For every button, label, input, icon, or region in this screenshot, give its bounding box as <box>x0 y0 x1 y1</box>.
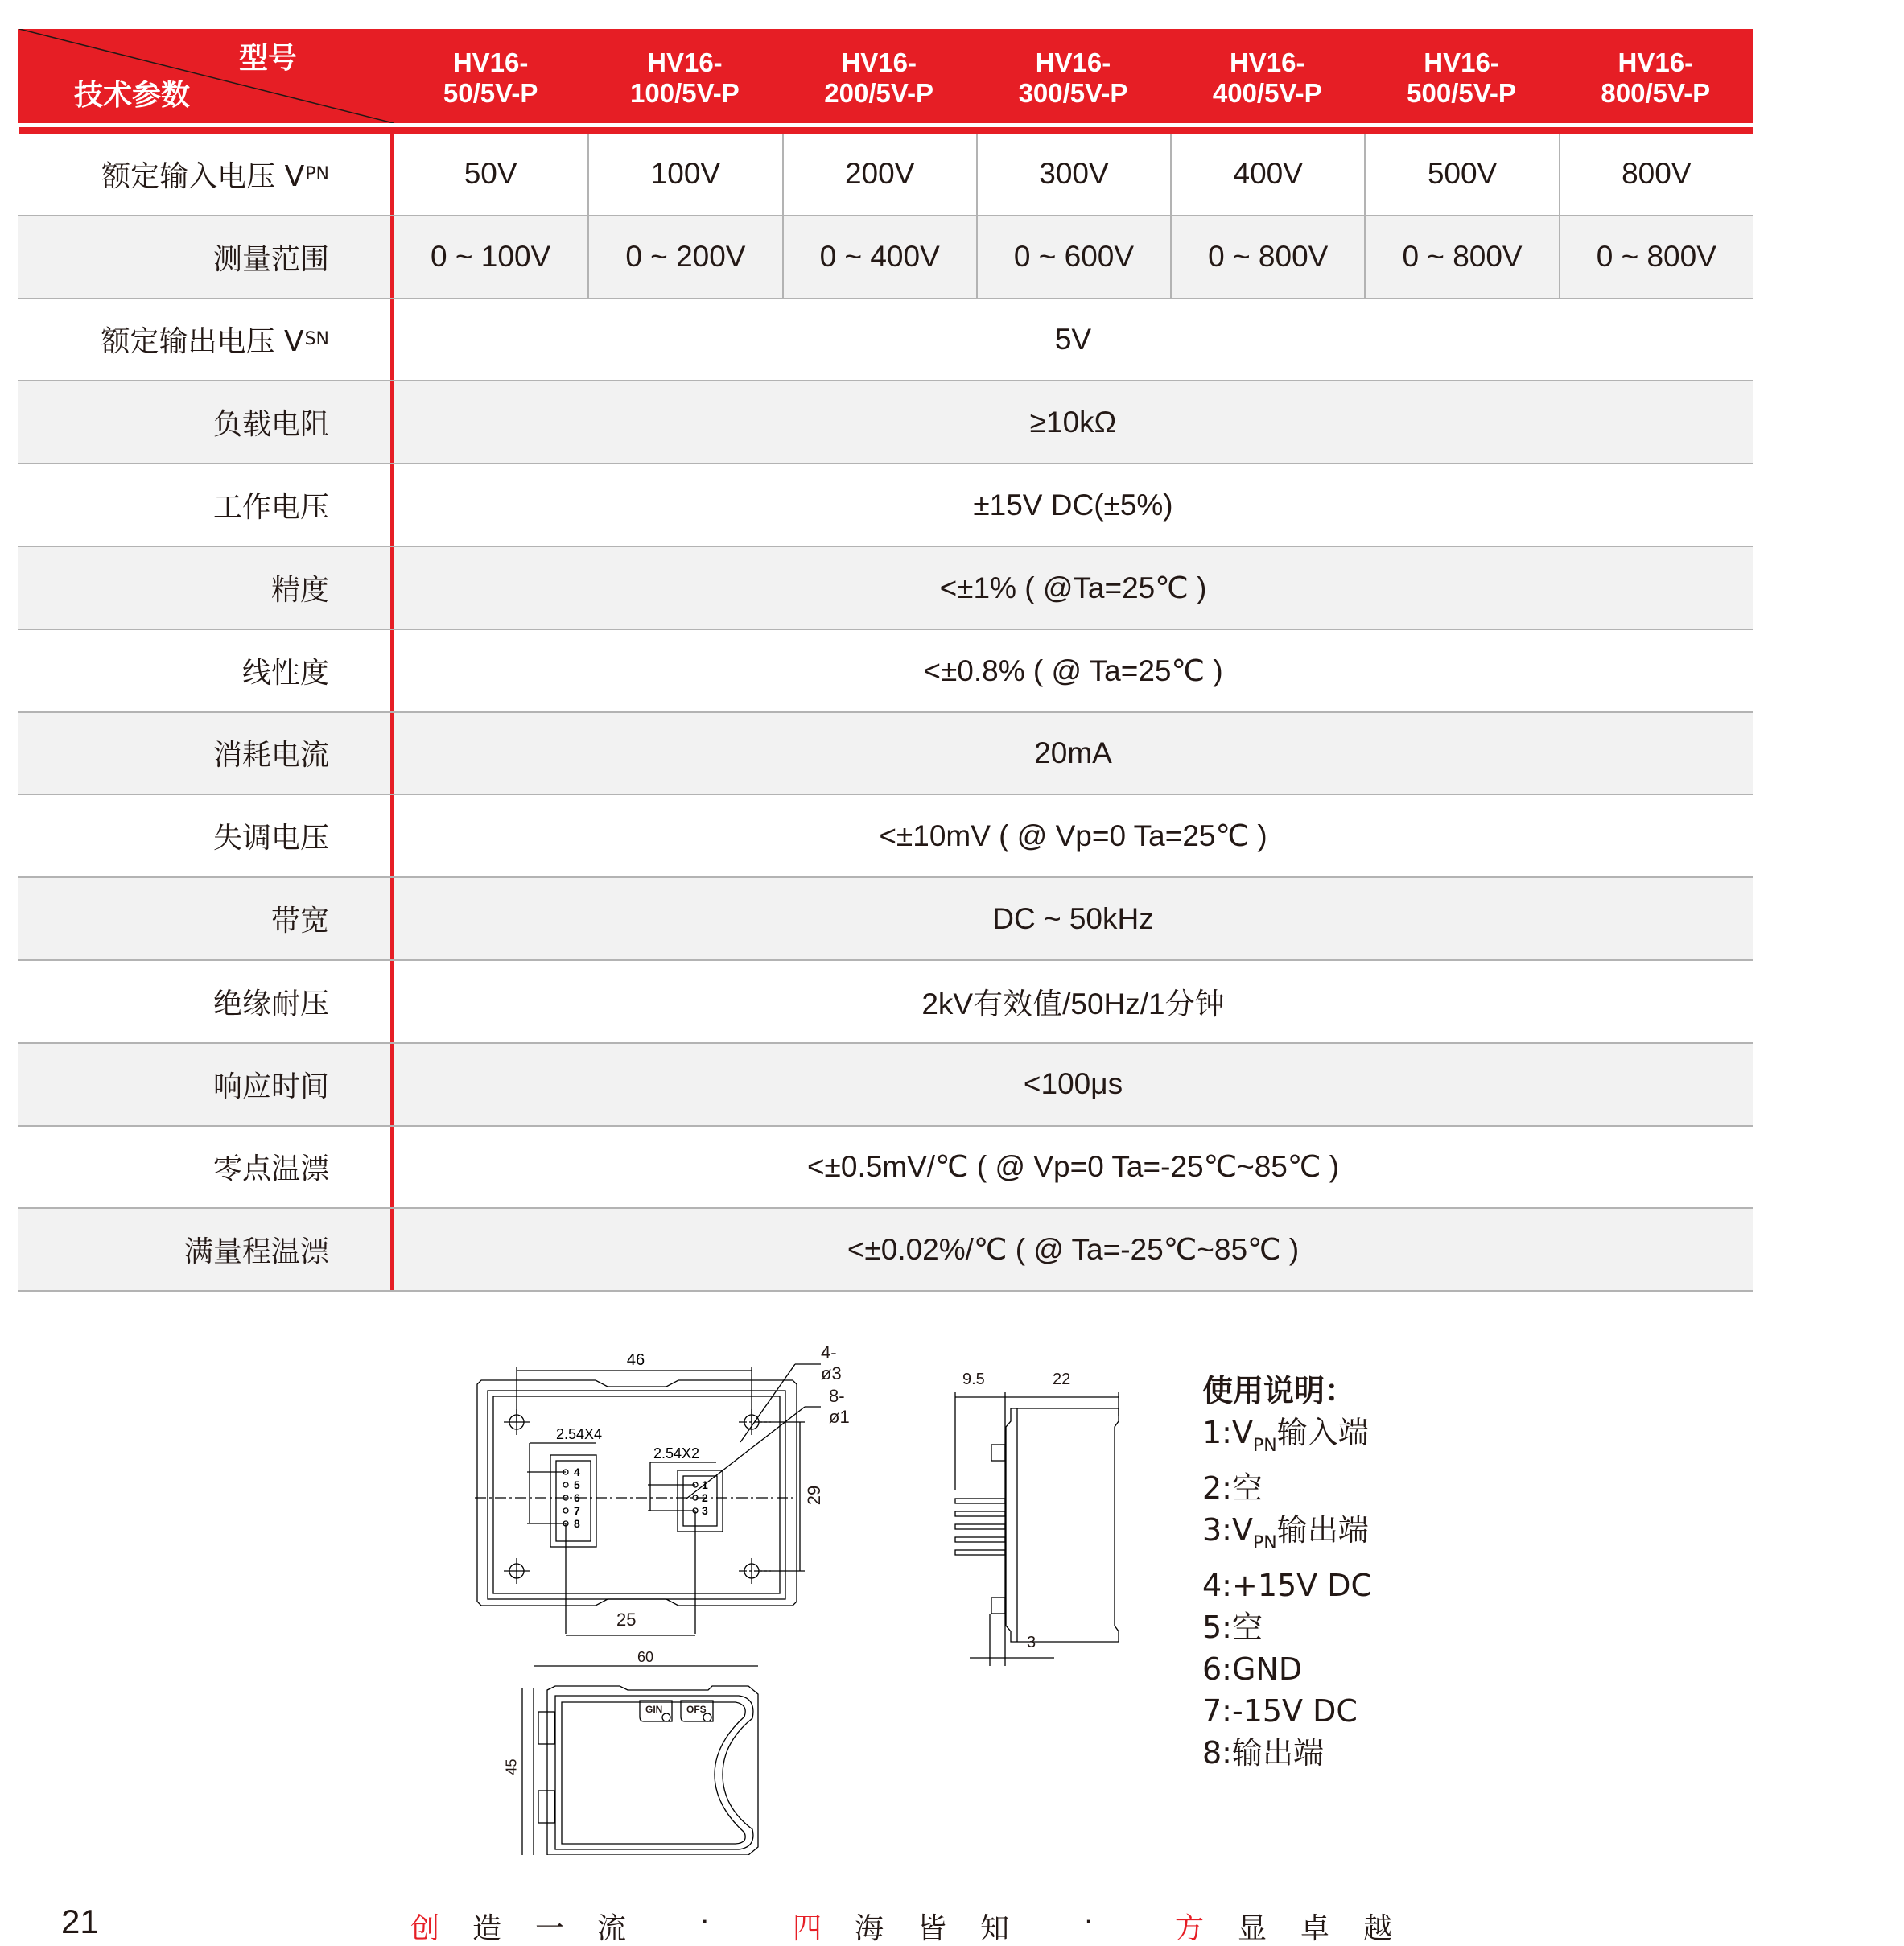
table-row <box>18 216 1753 299</box>
table-row <box>18 381 1753 464</box>
table-row <box>18 961 1753 1044</box>
model-column-header <box>1559 29 1753 123</box>
model-name-line2: 500/5V-P <box>1407 77 1516 108</box>
row-label: 测量范围 <box>18 216 394 298</box>
table-cell-spanned: DC ~ 50kHz <box>992 901 1154 935</box>
row-label: 带宽 <box>18 878 394 959</box>
pin-note-label: 8-ø1 <box>829 1386 850 1427</box>
table-cell: 400V <box>1170 134 1364 215</box>
row-label: 失调电压 <box>18 795 394 876</box>
dim-label-standoff: 3 <box>1027 1634 1036 1651</box>
table-cell-spanned: 2kV有效值/50Hz/1分钟 <box>921 987 1225 1021</box>
spec-table <box>18 29 1753 1292</box>
usage-item <box>1202 1509 1372 1565</box>
table-cell: 0 ~ 100V <box>431 240 551 274</box>
table-cell-spanned: <±0.02%/℃ ( @ Ta=-25℃~85℃ ) <box>847 1233 1300 1267</box>
row-label: 工作电压 <box>18 464 394 546</box>
pin-number: 5 <box>574 1478 580 1491</box>
table-row <box>18 713 1753 796</box>
dim-label-right-pitch: 2.54X2 <box>653 1445 700 1462</box>
usage-item-subscript: PN <box>1252 1436 1277 1456</box>
table-cell: 0 ~ 400V <box>782 216 976 298</box>
side-view-drawing <box>950 1368 1135 1677</box>
row-label <box>18 299 394 381</box>
dim-label-width: 46 <box>626 1351 645 1369</box>
model-name-line1: HV16- <box>1424 47 1499 77</box>
usage-item: 4:+15V DC <box>1202 1568 1373 1603</box>
model-column-header <box>1170 29 1364 123</box>
slogan-char: 卓 <box>1300 1912 1330 1945</box>
table-cell-spanned: ≥10kΩ <box>1029 405 1117 439</box>
pin-number: 2 <box>702 1491 708 1504</box>
gain-pot-label: GIN <box>645 1704 663 1715</box>
table-cell-spanned: <±10mV ( @ Vp=0 Ta=25℃ ) <box>879 819 1267 853</box>
table-cell: 100V <box>587 134 781 215</box>
model-name-line1: HV16- <box>647 47 723 77</box>
row-label-text: 额定输出电压 V <box>101 325 304 359</box>
hole-note-label: 4-ø3 <box>821 1342 842 1383</box>
model-name-line1: HV16- <box>1035 47 1111 77</box>
slogan-char: 方 <box>1175 1912 1205 1945</box>
row-label: 零点温漂 <box>18 1127 394 1208</box>
table-header <box>18 29 1753 123</box>
slogan-dot: · <box>1084 1906 1094 1939</box>
slogan-char: 造 <box>472 1912 502 1945</box>
usage-item-text: 输入端 <box>1276 1415 1369 1450</box>
table-cell: 0 ~ 800V <box>1170 216 1364 298</box>
table-cell: 0 ~ 200V <box>587 216 781 298</box>
model-column-header <box>976 29 1170 123</box>
usage-item: 5:空 <box>1202 1610 1263 1645</box>
usage-item <box>1202 1412 1372 1467</box>
dim-label-pin-spacing: 25 <box>616 1610 637 1630</box>
table-cell-spanned: 5V <box>1054 322 1092 356</box>
table-cell-spanned: <100μs <box>1023 1067 1123 1101</box>
row-label: 负载电阻 <box>18 381 394 463</box>
dim-label-bottom-height: 45 <box>503 1758 520 1775</box>
table-cell: 300V <box>976 134 1170 215</box>
row-label: 绝缘耐压 <box>18 961 394 1042</box>
model-name-line1: HV16- <box>452 47 529 77</box>
offset-pot-label: OFS <box>686 1704 707 1715</box>
model-column-header <box>782 29 976 123</box>
usage-item-text: 3:V <box>1202 1512 1253 1548</box>
dim-label-left-pitch: 2.54X4 <box>556 1426 603 1442</box>
pin-spacing-dimension <box>563 1610 700 1645</box>
model-column-header <box>1364 29 1558 123</box>
table-row <box>18 547 1753 630</box>
dim-label-depth: 22 <box>1053 1371 1071 1388</box>
model-name-line1: HV16- <box>1618 47 1694 77</box>
row-label: 满量程温漂 <box>18 1209 394 1290</box>
slogan-char: 四 <box>793 1912 822 1945</box>
table-row <box>18 1209 1753 1292</box>
slogan-dot: · <box>700 1906 710 1939</box>
table-cell-spanned: <±1% ( @Ta=25℃ ) <box>939 571 1207 604</box>
dim-label-bottom-width: 60 <box>637 1649 654 1665</box>
model-name-line1: HV16- <box>841 47 917 77</box>
table-cell: 500V <box>1364 134 1558 215</box>
table-row <box>18 464 1753 547</box>
table-cell: 0 ~ 800V <box>1559 216 1753 298</box>
usage-title: 使用说明： <box>1202 1373 1356 1408</box>
usage-notes <box>1202 1370 1372 1774</box>
pin-number: 6 <box>574 1491 580 1504</box>
table-cell-spanned: 20mA <box>1034 736 1112 769</box>
pin-number: 1 <box>702 1478 708 1491</box>
header-red-rule <box>19 127 1753 134</box>
table-row <box>18 795 1753 878</box>
usage-item: 8:输出端 <box>1202 1735 1324 1771</box>
model-name-line2: 800/5V-P <box>1601 77 1711 108</box>
slogan-char: 一 <box>535 1912 565 1945</box>
model-name-line2: 50/5V-P <box>443 77 538 108</box>
mounting-hole-icon <box>504 1409 771 1584</box>
slogan-char: 知 <box>980 1912 1010 1945</box>
table-row <box>18 878 1753 961</box>
usage-item-subscript: PN <box>1252 1533 1277 1553</box>
table-cell: 800V <box>1559 134 1753 215</box>
usage-item-text: 输出端 <box>1276 1512 1369 1548</box>
table-cell-spanned: <±0.8% ( @ Ta=25℃ ) <box>923 653 1223 687</box>
row-label: 精度 <box>18 547 394 629</box>
param-header-label: 技术参数 <box>74 79 191 112</box>
dim-label-height: 29 <box>804 1485 825 1506</box>
row-label <box>18 134 394 215</box>
model-header-label: 型号 <box>239 42 298 75</box>
row-label-subscript: PN <box>305 163 329 184</box>
row-label: 消耗电流 <box>18 713 394 794</box>
table-row <box>18 134 1753 216</box>
top-view-drawing <box>475 1336 850 1637</box>
table-cell: 200V <box>782 134 976 215</box>
row-label: 响应时间 <box>18 1044 394 1125</box>
model-name-line2: 100/5V-P <box>630 77 740 108</box>
row-label-text: 额定输入电压 V <box>101 159 305 193</box>
page-number: 21 <box>61 1903 99 1940</box>
dim-label-pin-length: 9.5 <box>962 1371 985 1388</box>
slogan-char: 显 <box>1238 1912 1267 1945</box>
header-corner-cell <box>18 29 394 123</box>
pin-number: 7 <box>574 1504 580 1517</box>
table-row <box>18 299 1753 382</box>
pin-number: 3 <box>702 1504 708 1517</box>
table-cell-spanned: <±0.5mV/℃ ( @ Vp=0 Ta=-25℃~85℃ ) <box>806 1150 1340 1184</box>
slogan-char: 创 <box>410 1912 440 1945</box>
model-name-line2: 200/5V-P <box>824 77 934 108</box>
model-column-header <box>394 29 587 123</box>
usage-item-text: 1:V <box>1202 1415 1253 1450</box>
pin-number: 8 <box>574 1517 580 1530</box>
usage-item: 7:-15V DC <box>1202 1693 1358 1729</box>
slogan-char: 流 <box>597 1912 627 1945</box>
table-row <box>18 630 1753 713</box>
usage-item: 6:GND <box>1202 1651 1303 1687</box>
table-row <box>18 1044 1753 1127</box>
row-label: 线性度 <box>18 630 394 711</box>
slogan-char: 海 <box>855 1912 884 1945</box>
pin-number: 4 <box>574 1466 580 1478</box>
bottom-view-drawing <box>503 1649 764 1858</box>
table-cell: 50V <box>464 157 517 191</box>
model-name-line1: HV16- <box>1229 47 1305 77</box>
table-row <box>18 1127 1753 1210</box>
model-name-line2: 400/5V-P <box>1212 77 1322 108</box>
model-column-header <box>587 29 781 123</box>
usage-item: 2:空 <box>1202 1470 1263 1506</box>
table-cell-spanned: ±15V DC(±5%) <box>973 488 1173 522</box>
table-cell: 0 ~ 600V <box>976 216 1170 298</box>
slogan-char: 皆 <box>917 1912 947 1945</box>
slogan-char: 越 <box>1363 1912 1393 1945</box>
model-name-line2: 300/5V-P <box>1018 77 1128 108</box>
row-label-subscript: SN <box>304 329 329 350</box>
table-cell: 0 ~ 800V <box>1364 216 1558 298</box>
